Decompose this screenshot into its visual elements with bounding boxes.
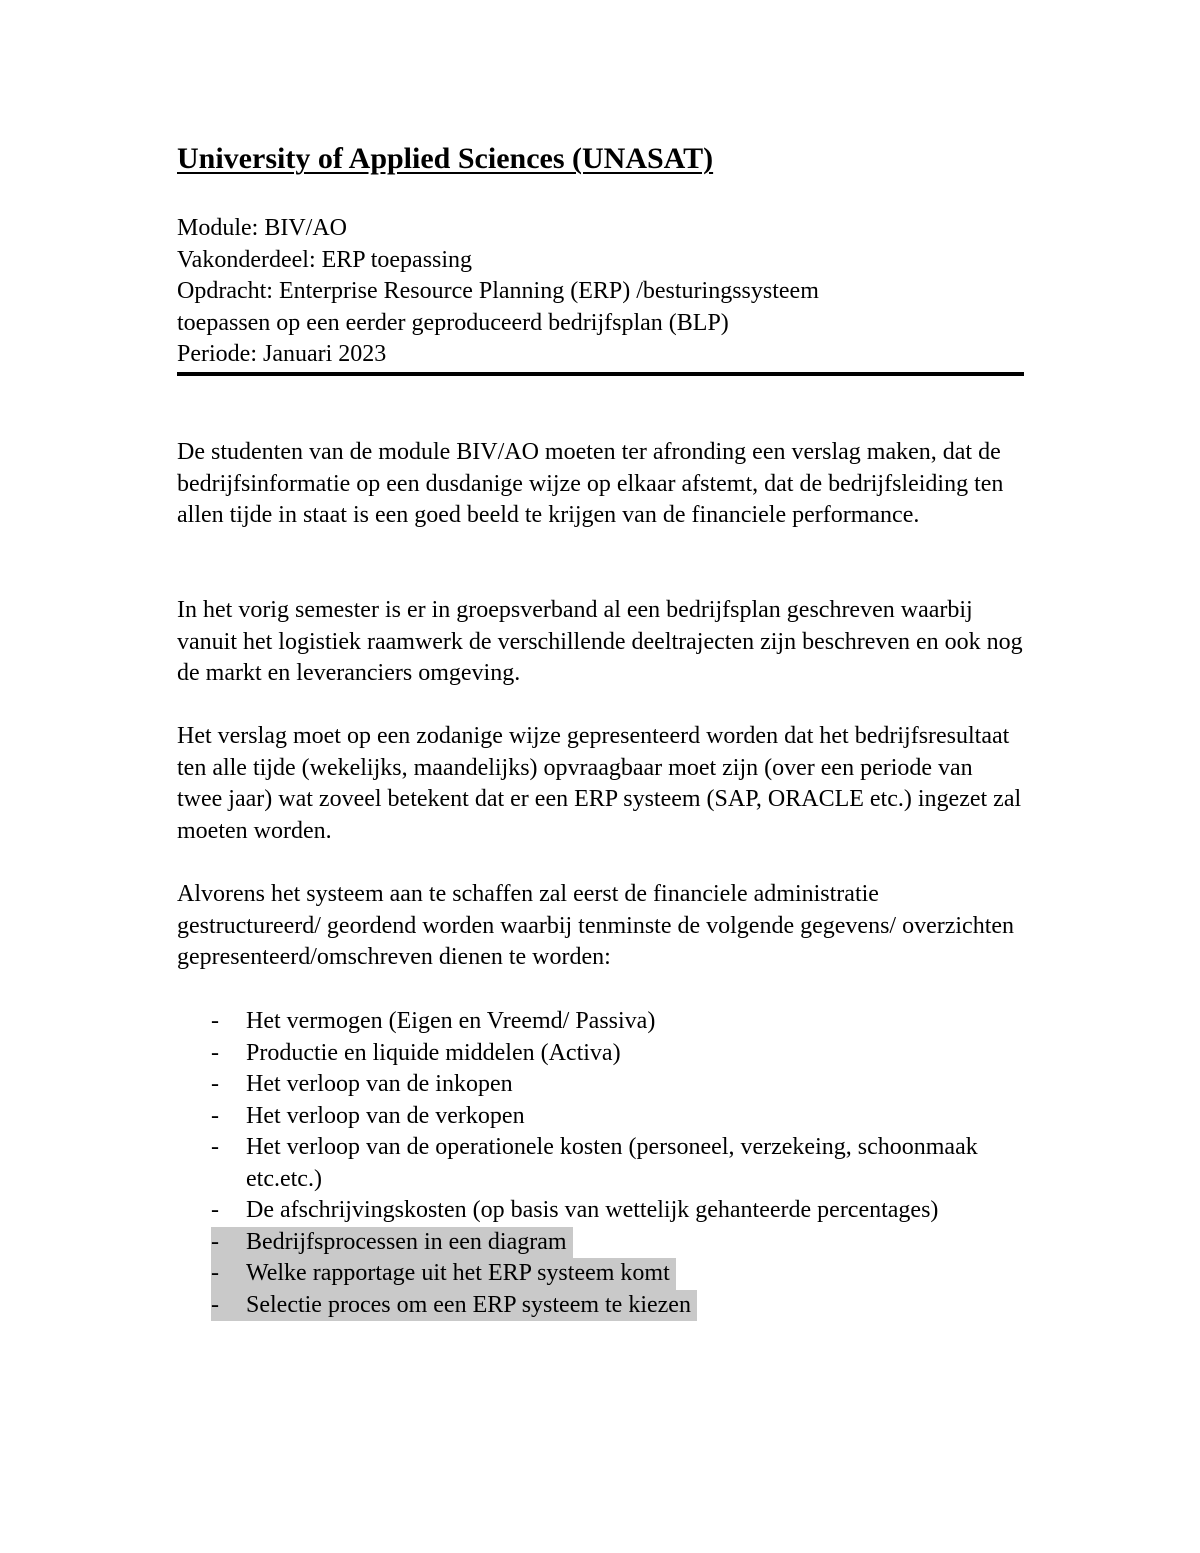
opdracht-line-2: toepassen op een eerder geproduceerd bedrijfsplan (BLP) bbox=[177, 309, 729, 336]
list-item bbox=[211, 1132, 1011, 1195]
list-item-text: Welke rapportage uit het ERP systeem komt bbox=[246, 1260, 670, 1286]
bullet-dash: - bbox=[211, 1008, 219, 1034]
list-item bbox=[211, 1195, 1011, 1227]
bullet-dash: - bbox=[211, 1260, 219, 1286]
list-item-highlighted bbox=[211, 1227, 573, 1259]
paragraph-text: Alvorens het systeem aan te schaffen zal eerst de financiele administratie gestructureerd/ geordend worden waarbij tenminste de volgende gegevens/ overzichten gepresenteerd/omschreven dienen te worden: bbox=[177, 881, 1015, 970]
bullet-dash: - bbox=[211, 1197, 219, 1223]
bullet-dash: - bbox=[211, 1228, 219, 1255]
paragraph-2 bbox=[177, 595, 1023, 690]
paragraph-4 bbox=[177, 879, 1023, 974]
paragraph-text: Het verslag moet op een zodanige wijze gepresenteerd worden dat het bedrijfsresultaat ten alle tijde (wekelijks, maandelijks) opvraagbaar moet zijn (over een periode van twee jaar) wat zoveel betekent dat er een ERP systeem (SAP, ORACLE etc.) ingezet zal moeten worden. bbox=[177, 723, 1022, 844]
requirements-list bbox=[211, 1006, 1011, 1321]
paragraph-3 bbox=[177, 721, 1023, 847]
list-item-text: Het verloop van de verkopen bbox=[246, 1102, 525, 1129]
opdracht-line-1: Opdracht: Enterprise Resource Planning (ERP) /besturingssysteem bbox=[177, 278, 819, 304]
periode-line: Periode: Januari 2023 bbox=[177, 341, 387, 367]
list-item-text: Bedrijfsprocessen in een diagram bbox=[246, 1228, 567, 1255]
list-item-text: Productie en liquide middelen (Activa) bbox=[246, 1039, 621, 1066]
module-line: Module: BIV/AO bbox=[177, 215, 347, 241]
list-item bbox=[211, 1101, 1011, 1133]
list-item bbox=[211, 1069, 1011, 1101]
list-item-text: Het vermogen (Eigen en Vreemd/ Passiva) bbox=[246, 1008, 656, 1034]
document-title: University of Applied Sciences (UNASAT) bbox=[177, 142, 714, 175]
list-item-highlighted bbox=[211, 1258, 676, 1290]
paragraph-1 bbox=[177, 437, 1023, 532]
list-item-text: Het verloop van de operationele kosten (personeel, verzekeing, schoonmaak etc.etc.) bbox=[246, 1134, 978, 1192]
vakonderdeel-line: Vakonderdeel: ERP toepassing bbox=[177, 246, 473, 273]
list-item bbox=[211, 1038, 1011, 1070]
bullet-dash: - bbox=[211, 1134, 219, 1160]
header-divider bbox=[177, 372, 1024, 376]
list-item-text: Het verloop van de inkopen bbox=[246, 1071, 513, 1097]
list-item bbox=[211, 1006, 1011, 1038]
bullet-dash: - bbox=[211, 1039, 219, 1066]
bullet-dash: - bbox=[211, 1102, 219, 1129]
assignment-header bbox=[177, 213, 1023, 371]
bullet-dash: - bbox=[211, 1291, 219, 1318]
paragraph-text: In het vorig semester is er in groepsverband al een bedrijfsplan geschreven waarbij vanuit het logistiek raamwerk de verschillende deeltrajecten zijn beschreven en ook nog de markt en leveranciers omgeving. bbox=[177, 597, 1023, 686]
list-item-highlighted bbox=[211, 1290, 697, 1322]
bullet-dash: - bbox=[211, 1071, 219, 1097]
list-item-text: Selectie proces om een ERP systeem te kiezen bbox=[246, 1291, 691, 1318]
paragraph-text: De studenten van de module BIV/AO moeten ter afronding een verslag maken, dat de bedrijfsinformatie op een dusdanige wijze op elkaar afstemt, dat de bedrijfsleiding ten allen tijde in staat is een goed beeld te krijgen van de financiele performance. bbox=[177, 439, 1004, 528]
list-item-text: De afschrijvingskosten (op basis van wettelijk gehanteerde percentages) bbox=[246, 1197, 939, 1223]
